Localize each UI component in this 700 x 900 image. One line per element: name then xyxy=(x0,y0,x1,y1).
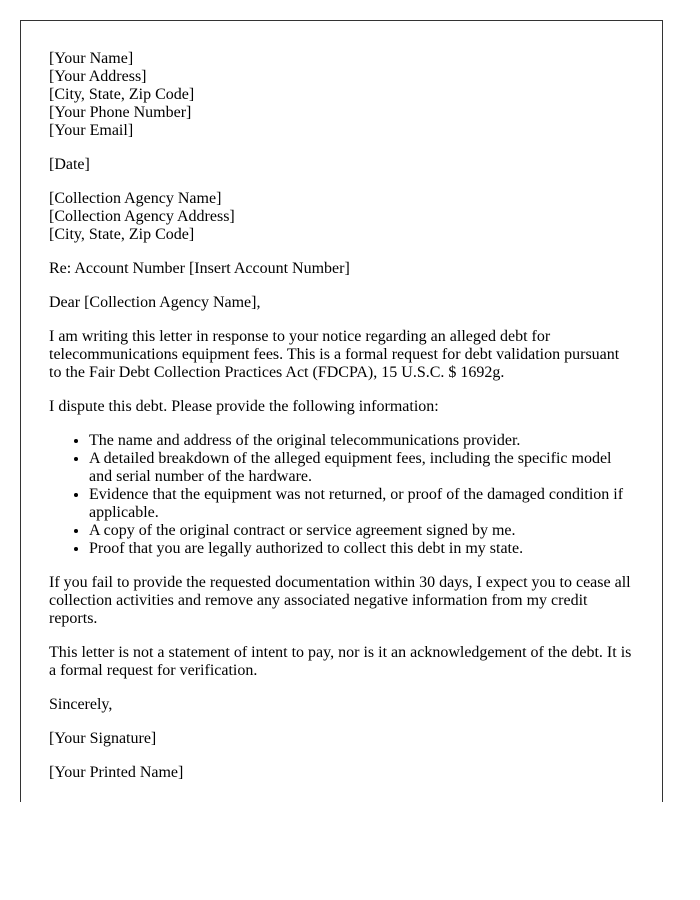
recipient-name: [Collection Agency Name] xyxy=(49,190,222,207)
sender-email: [Your Email] xyxy=(49,122,134,139)
list-item: • Proof that you are legally authorized to collect this debt in my state. xyxy=(89,540,634,558)
sender-block xyxy=(49,50,634,140)
re-line: Re: Account Number [Insert Account Number] xyxy=(49,260,350,277)
list-item: • The name and address of the original telecommunications provider. xyxy=(89,432,634,450)
list-item: • Evidence that the equipment was not returned, or proof of the damaged condition if applicable. xyxy=(89,486,634,522)
printed-name: [Your Printed Name] xyxy=(49,764,184,781)
warning-paragraph: If you fail to provide the requested documentation within 30 days, I expect you to cease all collection activities and remove any associated negative information from my credit reports. xyxy=(49,574,631,627)
recipient-address: [Collection Agency Address] xyxy=(49,208,235,225)
signature: [Your Signature] xyxy=(49,730,157,747)
recipient-city: [City, State, Zip Code] xyxy=(49,226,195,243)
sender-city: [City, State, Zip Code] xyxy=(49,86,195,103)
dispute-paragraph: I dispute this debt. Please provide the following information: xyxy=(49,398,439,415)
letter xyxy=(20,20,663,802)
sender-address: [Your Address] xyxy=(49,68,147,85)
date: [Date] xyxy=(49,156,90,173)
list-item: • A detailed breakdown of the alleged equipment fees, including the specific model and serial number of the hardware. xyxy=(89,450,634,486)
sender-phone: [Your Phone Number] xyxy=(49,104,192,121)
recipient-block xyxy=(49,190,634,244)
sender-name: [Your Name] xyxy=(49,50,134,67)
closing: Sincerely, xyxy=(49,696,113,713)
salutation: Dear [Collection Agency Name], xyxy=(49,294,261,311)
disclaimer-paragraph: This letter is not a statement of intent to pay, nor is it an acknowledgement of the debt. It is a formal request for verification. xyxy=(49,644,632,679)
request-list xyxy=(49,432,634,558)
intro-paragraph: I am writing this letter in response to your notice regarding an alleged debt for telecommunications equipment fees. This is a formal request for debt validation pursuant to the Fair Debt Collection Practices Act (FDCPA), 15 U.S.C. $ 1692g. xyxy=(49,328,620,381)
list-item: • A copy of the original contract or service agreement signed by me. xyxy=(89,522,634,540)
